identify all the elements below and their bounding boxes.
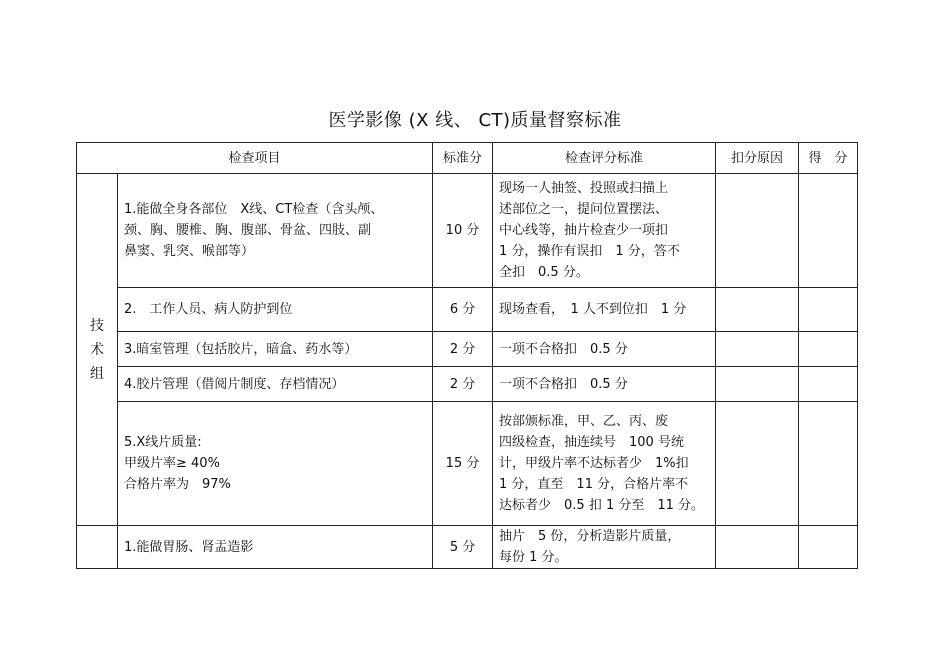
score-cell: 15 分 [433,402,493,526]
table-row [77,332,858,367]
item-cell [118,288,433,332]
item-line: 甲级片率≥ 40% [124,456,220,471]
got-cell [799,367,858,402]
criteria-line: 达标者少 0.5 扣 1 分至 11 分。 [499,498,705,513]
criteria-line: 每份 1 分。 [499,550,568,565]
quality-standard-table [76,142,858,569]
table-row [77,367,858,402]
group-cell [77,174,118,526]
item-cell [118,367,433,402]
header-criteria: 检查评分标准 [493,143,716,174]
criteria-line: 四级检查，抽连续号 100 号统 [499,435,684,450]
item-line: 5.X线片质量: [124,435,202,450]
deduct-reason-cell [716,174,799,288]
criteria-cell [493,332,716,367]
criteria-line: 计，甲级片率不达标者少 1%扣 [499,456,689,471]
item-line: 1.能做全身各部位 X线、CT检查（含头颅、 [124,202,384,217]
item-line: 鼻窦、乳突、喉部等） [124,244,255,259]
item-line: 3.暗室管理（包括胶片，暗盒、药水等） [124,341,358,357]
criteria-line: 一项不合格扣 0.5 分 [499,376,628,392]
header-deduct-reason: 扣分原因 [716,143,799,174]
criteria-line: 按部颁标准，甲、乙、丙、废 [499,414,669,429]
table-row [77,174,858,288]
criteria-line: 现场查看， 1 人不到位扣 1 分 [499,302,687,317]
group-label: 技术组 [90,317,104,382]
score-cell: 2 分 [433,367,493,402]
item-cell [118,174,433,288]
score-cell: 2 分 [433,332,493,367]
table-row [77,288,858,332]
got-cell [799,174,858,288]
header-item: 检查项目 [77,143,433,174]
criteria-cell [493,402,716,526]
item-cell [118,402,433,526]
criteria-cell [493,367,716,402]
item-line: 颈、胸、腰椎、胸、腹部、骨盆、四肢、副 [124,223,372,238]
score-cell: 6 分 [433,288,493,332]
table-row [77,526,858,569]
header-got: 得 分 [799,143,858,174]
item-line: 1.能做胃肠、肾盂造影 [124,539,254,555]
deduct-reason-cell [716,526,799,569]
document-title: 医学影像 (X 线、 CT)质量督察标准 [328,110,622,131]
group-cell [77,526,118,569]
score-cell: 10 分 [433,174,493,288]
got-cell [799,288,858,332]
header-row [77,143,858,174]
score-cell: 5 分 [433,526,493,569]
item-line: 2. 工作人员、病人防护到位 [124,302,293,317]
deduct-reason-cell [716,367,799,402]
criteria-line: 抽片 5 份，分析造影片质量， [499,529,681,544]
header-score: 标准分 [433,143,493,174]
got-cell [799,526,858,569]
criteria-cell [493,174,716,288]
criteria-cell [493,526,716,569]
criteria-line: 全扣 0.5 分。 [499,265,589,280]
deduct-reason-cell [716,332,799,367]
criteria-cell [493,288,716,332]
criteria-line: 一项不合格扣 0.5 分 [499,341,628,357]
item-line: 4.胶片管理（借阅片制度、存档情况） [124,376,345,392]
deduct-reason-cell [716,288,799,332]
criteria-line: 1 分，操作有误扣 1 分，答不 [499,244,680,259]
item-line: 合格片率为 97% [124,477,231,492]
item-cell [118,332,433,367]
criteria-line: 现场一人抽签、投照或扫描上 [499,181,669,196]
got-cell [799,332,858,367]
item-cell [118,526,433,569]
criteria-line: 中心线等，抽片检查少一项扣 [499,223,669,238]
criteria-line: 述部位之一，提问位置摆法、 [499,202,669,217]
deduct-reason-cell [716,402,799,526]
criteria-line: 1 分，直至 11 分，合格片率不 [499,477,689,492]
table-row [77,402,858,526]
got-cell [799,402,858,526]
